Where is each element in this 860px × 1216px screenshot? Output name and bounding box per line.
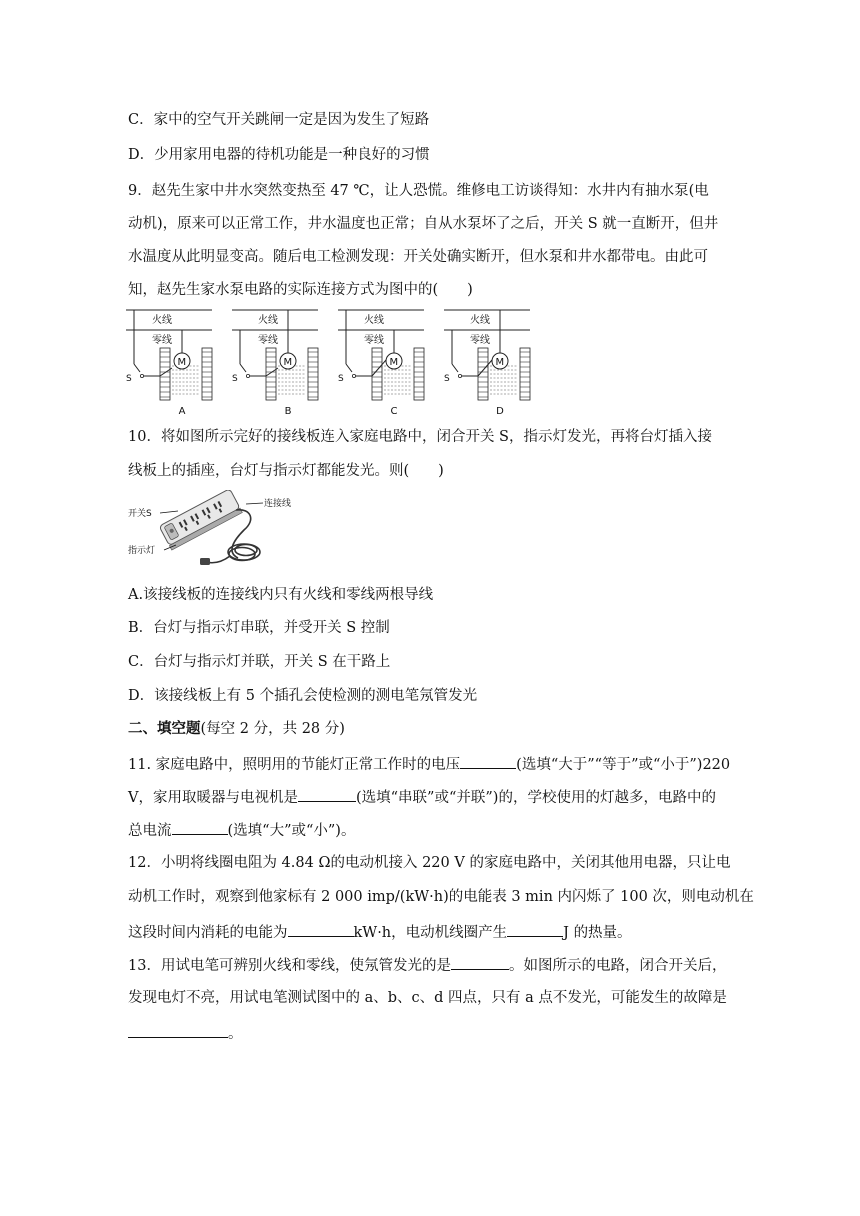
motor-label: M xyxy=(177,357,187,368)
motor-label: M xyxy=(283,357,293,368)
q11-blank-1[interactable] xyxy=(460,753,516,769)
fire-line-label: 火线 xyxy=(364,315,384,326)
q12-blank-1[interactable] xyxy=(288,921,354,937)
q9-circuit-diagrams xyxy=(126,306,538,418)
fire-line-label: 火线 xyxy=(258,315,278,326)
fire-line-label: 火线 xyxy=(470,315,490,326)
section2-heading xyxy=(128,719,345,739)
q11-text-2: (选填“大于”“等于”或“小于”)220 xyxy=(516,757,731,773)
q11-text-5: 总电流 xyxy=(128,823,172,839)
circuit-option-D xyxy=(444,310,530,417)
neutral-line-label: 零线 xyxy=(258,335,278,346)
q9-text-line1: 9．赵先生家中井水突然变热至 47 ℃，让人恐慌。维修电工访谈得知：水井内有抽水泵(电 xyxy=(128,183,709,199)
motor-label: M xyxy=(389,357,399,368)
q12-blank-2[interactable] xyxy=(507,921,563,937)
q13-text-4: 。 xyxy=(228,1026,243,1042)
circuit-option-A xyxy=(126,310,212,417)
q13-line2: 发现电灯不亮，用试电笔测试图中的 a、b、c、d 四点，只有 a 点不发光，可能发生的故障是 xyxy=(128,990,727,1006)
q9-circuit-figure xyxy=(126,306,538,422)
q13-blank-1[interactable] xyxy=(451,954,509,970)
neutral-line-label: 零线 xyxy=(152,335,172,346)
q11-text-4: (选填“串联”或“并联”)的，学校使用的灯越多，电路中的 xyxy=(355,790,716,806)
q13-line1 xyxy=(128,954,726,976)
q9-text-line2: 动机)，原来可以正常工作，井水温度也正常；自从水泵坏了之后，开关 S 就一直断开，但井 xyxy=(128,216,719,232)
section2-note: (每空 2 分，共 28 分) xyxy=(200,721,345,737)
q12-line1: 12．小明将线圈电阻为 4.84 Ω的电动机接入 220 V 的家庭电路中，关闭其他用电器，只让电 xyxy=(128,855,731,871)
q9-text-line3: 水温度从此明显变高。随后电工检测发现：开关处确实断开，但水泵和井水都带电。由此可 xyxy=(128,249,708,265)
q12-text-3: 这段时间内消耗的电能为 xyxy=(128,925,288,941)
option-letter: B xyxy=(284,406,292,417)
q10-text-line1: 10．将如图所示完好的接线板连入家庭电路中，闭合开关 S，指示灯发光，再将台灯插入接 xyxy=(128,429,712,445)
q13-text-2: 。如图所示的电路，闭合开关后， xyxy=(508,958,727,974)
option-letter: C xyxy=(390,406,398,417)
q11-line3 xyxy=(128,819,355,841)
q11-blank-2[interactable] xyxy=(298,786,356,802)
circuit-option-B xyxy=(232,310,318,417)
q10-text-line2: 线板上的插座，台灯与指示灯都能发光。则( ) xyxy=(128,463,444,479)
label-indicator: 指示灯 xyxy=(128,546,156,556)
q13-line3 xyxy=(128,1022,243,1044)
fire-line-label: 火线 xyxy=(152,315,172,326)
neutral-line-label: 零线 xyxy=(470,335,490,346)
q8-option-c: C．家中的空气开关跳闸一定是因为发生了短路 xyxy=(128,112,430,128)
q11-text-6: (选填“大”或“小”)。 xyxy=(227,823,356,839)
label-cable: 连接线 xyxy=(264,499,292,509)
q11-blank-3[interactable] xyxy=(172,819,228,835)
switch-label: S xyxy=(338,374,344,384)
q12-line3 xyxy=(128,921,632,943)
q12-text-5: J 的热量。 xyxy=(563,925,632,941)
q10-power-strip-figure xyxy=(126,490,296,574)
q11-line2 xyxy=(128,786,716,808)
switch-label: S xyxy=(126,374,132,384)
q12-text-4: kW·h，电动机线圈产生 xyxy=(353,925,508,941)
q10-option-c: C．台灯与指示灯并联，开关 S 在干路上 xyxy=(128,654,391,670)
q10-option-b: B．台灯与指示灯串联，并受开关 S 控制 xyxy=(128,620,390,636)
q12-line2: 动机工作时，观察到他家标有 2 000 imp/(kW·h)的电能表 3 min 内闪烁了 100 次，则电动机在 xyxy=(128,889,754,905)
option-letter: A xyxy=(178,406,186,417)
q11-text-1: 11. 家庭电路中，照明用的节能灯正常工作时的电压 xyxy=(128,757,461,773)
q11-text-3: V，家用取暖器与电视机是 xyxy=(128,790,298,806)
q9-text-line4: 知，赵先生家水泵电路的实际连接方式为图中的( ) xyxy=(128,282,473,298)
q10-option-a: A.该接线板的连接线内只有火线和零线两根导线 xyxy=(128,587,434,603)
q10-option-d: D．该接线板上有 5 个插孔会使检测的测电笔氖管发光 xyxy=(128,688,478,704)
neutral-line-label: 零线 xyxy=(364,335,384,346)
q8-option-d: D．少用家用电器的待机功能是一种良好的习惯 xyxy=(128,147,430,163)
circuit-option-C xyxy=(338,310,424,417)
q11-line1 xyxy=(128,753,730,775)
motor-label: M xyxy=(495,357,505,368)
power-strip-image xyxy=(126,490,296,570)
switch-label: S xyxy=(444,374,450,384)
section2-title: 二、填空题 xyxy=(128,720,201,737)
option-letter: D xyxy=(496,406,504,417)
switch-label: S xyxy=(232,374,238,384)
q13-blank-2[interactable] xyxy=(128,1022,228,1038)
label-switch-s: 开关S xyxy=(128,509,152,519)
q13-text-1: 13．用试电笔可辨别火线和零线，使氖管发光的是 xyxy=(128,958,451,974)
